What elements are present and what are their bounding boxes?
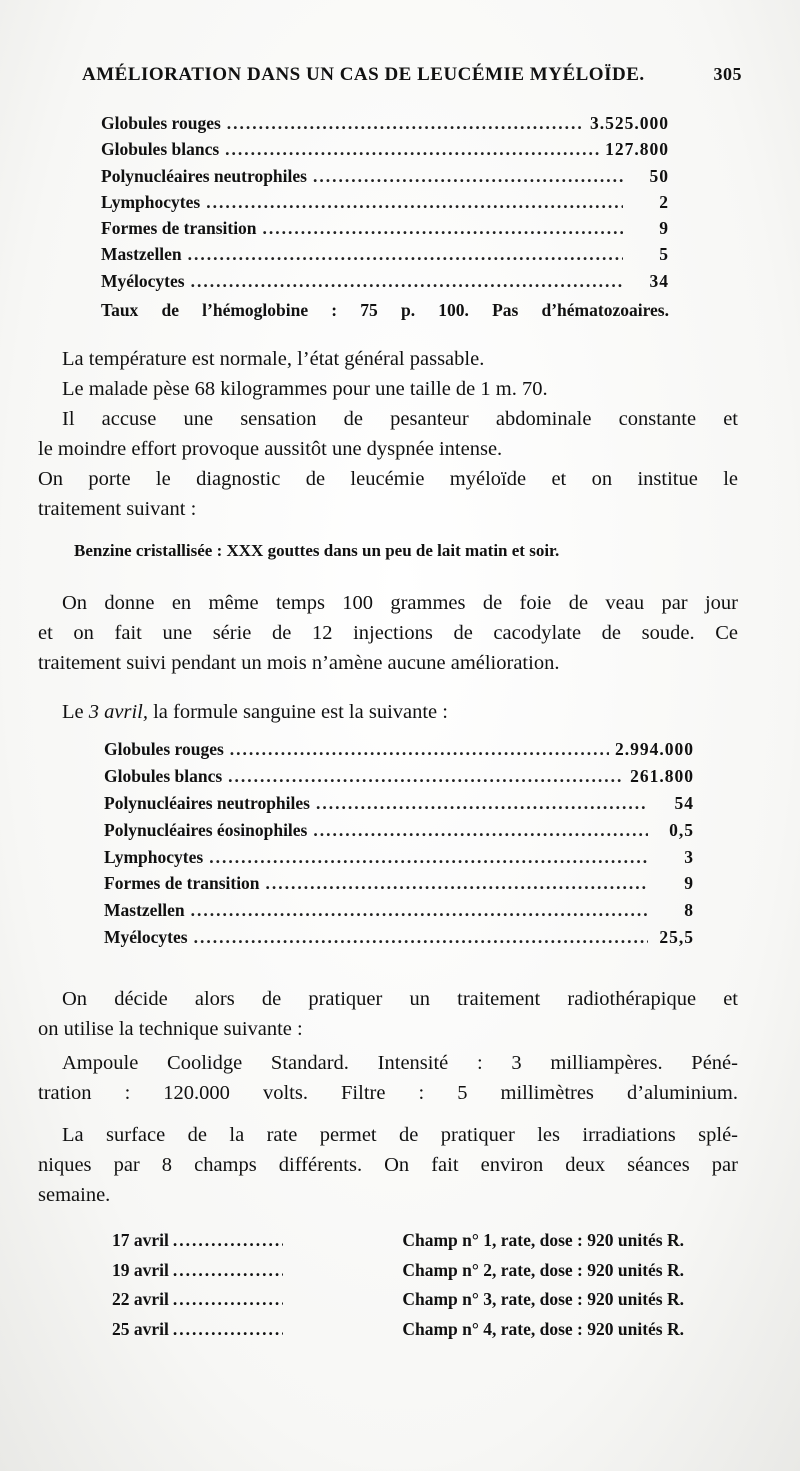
row-value: 9 xyxy=(659,218,669,239)
row-value: 8 xyxy=(684,900,694,921)
running-title: AMÉLIORATION DANS UN CAS DE LEUCÉMIE MYÉLOÏDE. xyxy=(82,64,645,85)
schedule-row xyxy=(112,1319,684,1349)
paragraph-technique xyxy=(38,1048,738,1108)
leader-dots xyxy=(225,139,599,160)
text-line: Il accuse une sensation de pesanteur abdominale constante et xyxy=(62,408,738,430)
row-value: 2.994.000 xyxy=(615,739,694,759)
table-row xyxy=(104,793,694,820)
row-value: 9 xyxy=(684,873,694,894)
row-label: Mastzellen xyxy=(101,244,182,265)
leader-dots xyxy=(191,900,648,921)
row-label: Globules rouges xyxy=(101,113,221,133)
text-line: semaine. xyxy=(38,1184,111,1206)
schedule-date: 17 avril xyxy=(112,1230,169,1250)
leader-dots xyxy=(173,1260,283,1281)
benzine-prescription: Benzine cristallisée : XXX gouttes dans un peu de lait matin et soir. xyxy=(74,541,560,560)
text-line: On porte le diagnostic de leucémie myéloïde et on institue le xyxy=(38,468,738,490)
schedule-row xyxy=(112,1289,684,1319)
irradiation-schedule xyxy=(112,1230,684,1348)
row-label: Formes de transition xyxy=(104,873,260,894)
row-value: 3.525.000 xyxy=(590,113,669,133)
schedule-detail: Champ n° 2, rate, dose : 920 unités R. xyxy=(402,1259,684,1280)
text-line: traitement suivi pendant un mois n’amène aucune amélioration. xyxy=(38,652,560,674)
text-line: tration : 120.000 volts. Filtre : 5 millimètres d’aluminium. xyxy=(38,1082,738,1104)
row-value: 2 xyxy=(659,191,669,212)
text-line: On décide alors de pratiquer un traitement radiothérapique et xyxy=(62,988,738,1010)
running-header xyxy=(82,64,742,86)
leader-dots xyxy=(316,793,648,814)
leader-dots xyxy=(173,1230,283,1251)
row-label: Myélocytes xyxy=(104,927,188,948)
blood-formula-table-1 xyxy=(101,113,669,297)
schedule-detail: Champ n° 4, rate, dose : 920 unités R. xyxy=(402,1318,684,1339)
table-row xyxy=(101,218,669,244)
text-line: le moindre effort provoque aussitôt une dyspnée intense. xyxy=(38,438,503,460)
table-row xyxy=(104,873,694,900)
page-number: 305 xyxy=(713,64,742,84)
blood-formula-table-2 xyxy=(104,739,694,954)
leader-dots xyxy=(263,218,623,239)
leader-dots xyxy=(194,927,648,948)
leader-dots xyxy=(209,847,648,868)
text-suffix: la formule sanguine est la suivante : xyxy=(147,701,448,723)
table-row xyxy=(104,927,694,954)
text-line: On donne en même temps 100 grammes de foie de veau par jour xyxy=(62,592,738,614)
text-line: La température est normale, l’état général passable. xyxy=(62,348,485,370)
table-row xyxy=(101,139,669,165)
table-row xyxy=(104,820,694,847)
leader-dots xyxy=(188,244,623,265)
row-label: Lymphocytes xyxy=(101,191,201,212)
row-label: Formes de transition xyxy=(101,218,257,239)
table-row xyxy=(101,166,669,192)
row-value: 34 xyxy=(649,270,669,291)
paragraph-spleen xyxy=(38,1120,738,1210)
row-value: 261.800 xyxy=(630,765,694,786)
schedule-detail: Champ n° 3, rate, dose : 920 unités R. xyxy=(402,1289,684,1309)
hemoglobin-text: Taux de l’hémoglobine : 75 p. 100. Pas d’hématozoaires. xyxy=(101,300,669,320)
leader-dots xyxy=(313,820,648,841)
row-label: Lymphocytes xyxy=(104,846,204,867)
leader-dots xyxy=(228,766,624,787)
row-label: Polynucléaires neutrophiles xyxy=(104,792,310,813)
paragraph-april-3 xyxy=(38,697,738,727)
row-value: 25,5 xyxy=(659,927,694,948)
schedule-date: 22 avril xyxy=(112,1289,169,1309)
paragraph-radiotherapy xyxy=(38,984,738,1044)
paragraph-treatment xyxy=(38,588,738,678)
row-label: Globules rouges xyxy=(104,739,224,759)
table-row xyxy=(104,739,694,766)
hemoglobin-line xyxy=(101,300,669,321)
leader-dots xyxy=(230,739,609,760)
schedule-date: 19 avril xyxy=(112,1259,169,1280)
text-line: niques par 8 champs différents. On fait environ deux séances par xyxy=(38,1154,738,1176)
row-value: 5 xyxy=(659,244,669,265)
row-value: 3 xyxy=(684,846,694,867)
table-row xyxy=(104,766,694,793)
row-value: 54 xyxy=(674,792,694,813)
table-row xyxy=(101,271,669,297)
leader-dots xyxy=(227,113,584,134)
leader-dots xyxy=(173,1289,283,1310)
text-line: Ampoule Coolidge Standard. Intensité : 3 milliampères. Péné- xyxy=(62,1052,738,1074)
date-italic: 3 avril, xyxy=(88,701,148,723)
text-line: La surface de la rate permet de pratiquer les irradiations splé- xyxy=(62,1124,738,1146)
leader-dots xyxy=(313,166,623,187)
text-line: et on fait une série de 12 injections de cacodylate de soude. Ce xyxy=(38,622,738,644)
row-label: Polynucléaires éosinophiles xyxy=(104,819,308,840)
table-row xyxy=(101,113,669,139)
paragraph-clinical xyxy=(38,344,738,524)
schedule-row xyxy=(112,1260,684,1290)
text-line xyxy=(38,697,738,727)
leader-dots xyxy=(191,271,623,292)
row-value: 0,5 xyxy=(669,819,694,840)
text-line: traitement suivant : xyxy=(38,498,197,520)
text-line: on utilise la technique suivante : xyxy=(38,1018,303,1040)
leader-dots xyxy=(173,1319,283,1340)
row-label: Globules blancs xyxy=(101,139,220,160)
text-line: Le malade pèse 68 kilogrammes pour une taille de 1 m. 70. xyxy=(62,378,548,400)
schedule-detail: Champ n° 1, rate, dose : 920 unités R. xyxy=(402,1230,684,1250)
leader-dots xyxy=(266,873,648,894)
row-value: 127.800 xyxy=(605,139,669,160)
schedule-date: 25 avril xyxy=(112,1318,169,1339)
row-label: Globules blancs xyxy=(104,765,223,786)
row-label: Polynucléaires neutrophiles xyxy=(101,165,307,186)
table-row xyxy=(101,244,669,270)
table-row xyxy=(104,900,694,927)
row-label: Myélocytes xyxy=(101,270,185,291)
leader-dots xyxy=(206,192,623,213)
row-label: Mastzellen xyxy=(104,900,185,921)
table-row xyxy=(104,847,694,874)
text-prefix: Le xyxy=(62,701,89,723)
row-value: 50 xyxy=(649,165,669,186)
schedule-row xyxy=(112,1230,684,1260)
table-row xyxy=(101,192,669,218)
